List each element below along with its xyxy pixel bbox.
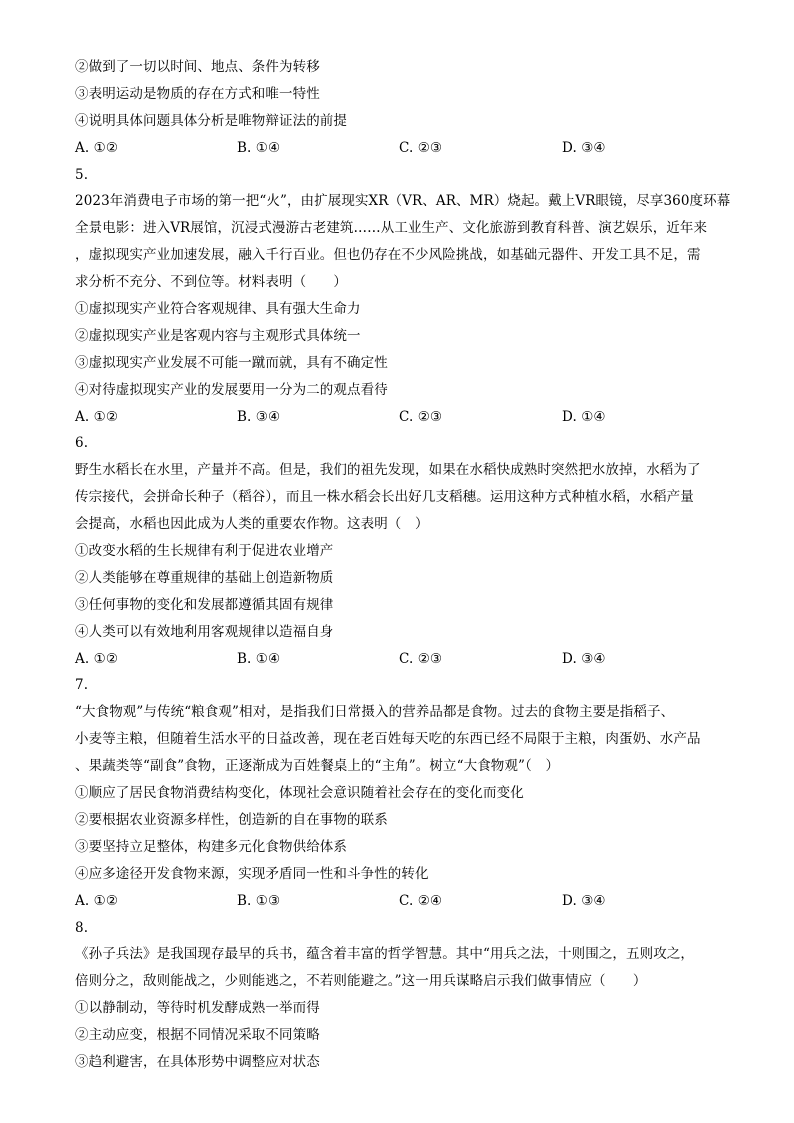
question-stem: 野生水稻长在水里，产量并不高。但是，我们的祖先发现，如果在水稻快成熟时突然把水放掉，水稻为了 (75, 462, 701, 479)
question-stem: 全景电影：进入VR展馆，沉浸式漫游古老建筑……从工业生产、文化旅游到教育科普、演艺娱乐，近年来 (75, 220, 708, 237)
option-a: A. ①② (75, 408, 119, 425)
option-b: B. ③④ (237, 408, 281, 425)
statement: ②虚拟现实产业是客观内容与主观形式具体统一 (75, 327, 361, 344)
option-d: D. ③④ (562, 139, 606, 156)
question-number: 5. (75, 166, 89, 183)
answer-options (75, 892, 725, 910)
statement: ②要根据农业资源多样性，创造新的自在事物的联系 (75, 811, 388, 828)
option-d: D. ③④ (562, 650, 606, 667)
question-stem: 2023年消费电子市场的第一把“火”，由扩展现实XR（VR、AR、MR）烧起。戴上VR眼镜，尽享360度环幕 (75, 193, 731, 210)
statement: ②主动应变，根据不同情况采取不同策略 (75, 1027, 320, 1044)
statement: ④说明具体问题具体分析是唯物辩证法的前提 (75, 112, 347, 129)
question-stem: 倍则分之，敌则能战之，少则能逃之，不若则能避之。”这一用兵谋略启示我们做事情应（ ） (75, 973, 647, 990)
option-a: A. ①② (75, 139, 119, 156)
statement: ③要坚持立足整体，构建多元化食物供给体系 (75, 838, 347, 855)
option-c: C. ②③ (399, 650, 443, 667)
option-b: B. ①④ (237, 650, 281, 667)
question-stem: 求分析不充分、不到位等。材料表明（ ） (75, 274, 347, 291)
statement: ①顺应了居民食物消费结构变化，体现社会意识随着社会存在的变化而变化 (75, 785, 524, 802)
question-stem: 小麦等主粮，但随着生活水平的日益改善，现在老百姓每天吃的东西已经不局限于主粮，肉蛋奶、水产品 (75, 731, 701, 748)
option-d: D. ①④ (562, 408, 606, 425)
question-stem: ，虚拟现实产业加速发展，融入千行百业。但也仍存在不少风险挑战，如基础元器件、开发工具不足，需 (75, 247, 701, 264)
statement: ④人类可以有效地利用客观规律以造福自身 (75, 623, 334, 640)
statement: ①虚拟现实产业符合客观规律、具有强大生命力 (75, 301, 361, 318)
option-c: C. ②③ (399, 139, 443, 156)
statement: ②人类能够在尊重规律的基础上创造新物质 (75, 569, 334, 586)
question-number: 7. (75, 677, 89, 694)
statement: ③表明运动是物质的存在方式和唯一特性 (75, 85, 320, 102)
statement: ①改变水稻的生长规律有利于促进农业增产 (75, 543, 334, 560)
question-stem: 传宗接代，会拼命长种子（稻谷），而且一株水稻会长出好几支稻穗。运用这种方式种植水稻，水稻产量 (75, 489, 694, 506)
question-number: 8. (75, 919, 89, 936)
statement: ③趋利避害，在具体形势中调整应对状态 (75, 1053, 320, 1070)
question-stem: 会提高，水稻也因此成为人类的重要农作物。这表明（ ） (75, 516, 429, 533)
option-a: A. ①② (75, 892, 119, 909)
statement: ④对待虚拟现实产业的发展要用一分为二的观点看待 (75, 381, 388, 398)
answer-options (75, 650, 725, 668)
option-a: A. ①② (75, 650, 119, 667)
statement: ①以静制动，等待时机发酵成熟一举而得 (75, 1000, 320, 1017)
option-c: C. ②④ (399, 892, 443, 909)
option-b: B. ①④ (237, 139, 281, 156)
option-b: B. ①③ (237, 892, 281, 909)
answer-options (75, 139, 725, 157)
question-stem: 、果蔬类等“副食”食物，正逐渐成为百姓餐桌上的“主角”。树立“大食物观”（ ） (75, 758, 560, 775)
question-stem: 《孙子兵法》是我国现存最早的兵书，蕴含着丰富的哲学智慧。其中“用兵之法，十则围之，五则攻之， (75, 946, 694, 963)
document-page (75, 58, 731, 1080)
question-number: 6. (75, 435, 89, 452)
option-c: C. ②③ (399, 408, 443, 425)
question-stem: “大食物观”与传统“粮食观”相对，是指我们日常摄入的营养品都是食物。过去的食物主要是指稻子、 (75, 704, 675, 721)
answer-options (75, 408, 725, 426)
statement: ④应多途径开发食物来源，实现矛盾同一性和斗争性的转化 (75, 865, 429, 882)
statement: ③虚拟现实产业发展不可能一蹴而就，具有不确定性 (75, 354, 388, 371)
option-d: D. ③④ (562, 892, 606, 909)
statement: ③任何事物的变化和发展都遵循其固有规律 (75, 596, 334, 613)
statement: ②做到了一切以时间、地点、条件为转移 (75, 59, 320, 75)
